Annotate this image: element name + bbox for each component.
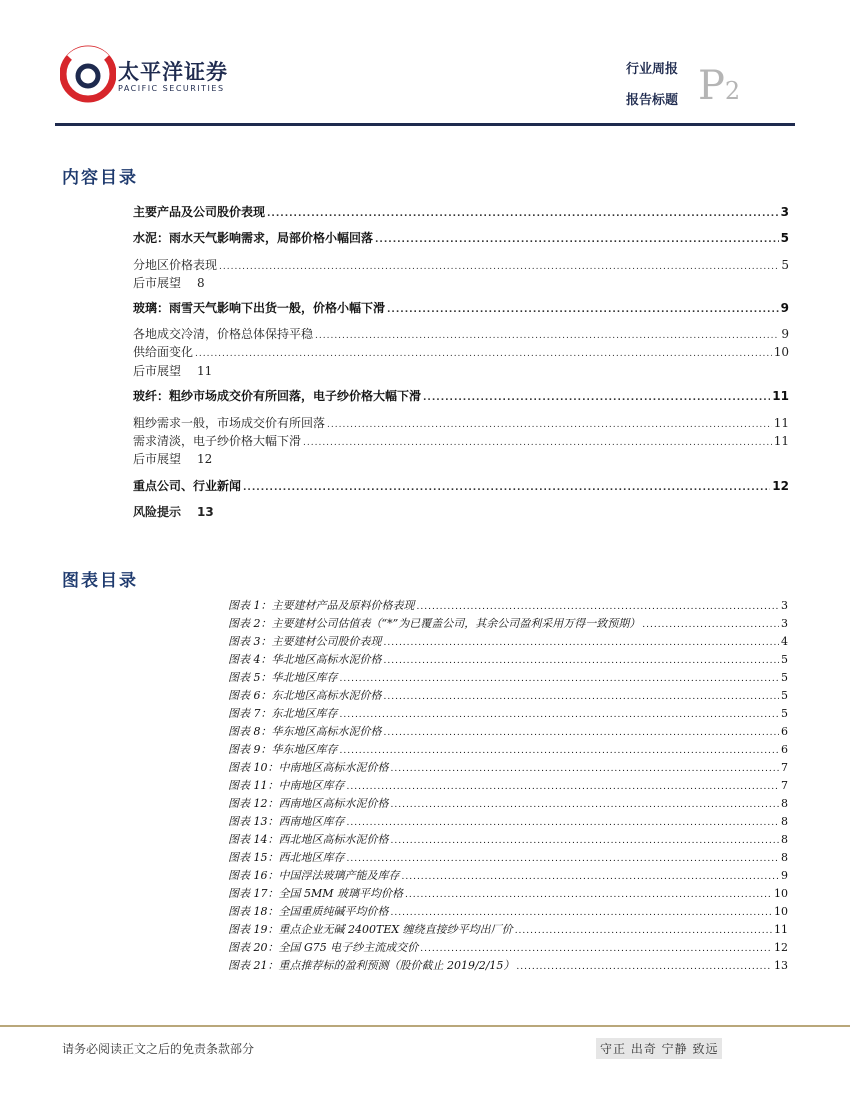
figure-entry[interactable] — [228, 957, 788, 973]
toc-entry-page: 5 — [780, 231, 789, 245]
figure-entry[interactable] — [228, 849, 788, 865]
leader-dots — [340, 710, 780, 720]
toc-entry-text: 需求清淡，电子纱价格大幅下滑 — [133, 434, 302, 448]
leader-dots — [327, 420, 772, 430]
leader-dots — [515, 926, 772, 936]
figure-entry[interactable] — [228, 723, 788, 739]
figure-entry-text: 图表 7：东北地区库存 — [228, 707, 338, 720]
leader-dots — [516, 962, 772, 972]
figure-entry[interactable] — [228, 741, 788, 757]
figure-entry-page: 10 — [774, 887, 788, 900]
figure-entry[interactable] — [228, 885, 788, 901]
figure-entry-page: 12 — [774, 941, 788, 954]
figure-entry[interactable] — [228, 633, 788, 649]
toc-title: 内容目录 — [62, 168, 138, 188]
toc-entry[interactable] — [133, 256, 789, 274]
report-type: 行业周报 — [626, 62, 679, 77]
toc-entry[interactable] — [133, 503, 214, 520]
report-title: 报告标题 — [626, 93, 679, 108]
page-digit: 2 — [724, 77, 741, 105]
figure-entry[interactable] — [228, 651, 788, 667]
leader-dots — [384, 692, 780, 702]
page-number — [698, 63, 741, 109]
figure-entry[interactable] — [228, 903, 788, 919]
toc-entry[interactable] — [133, 299, 789, 317]
figure-entry-text: 图表 9：华东地区库存 — [228, 743, 338, 756]
figure-entry-text: 图表 20：全国 G75 电子纱主流成交价 — [228, 941, 419, 954]
toc-entry-page: 11 — [197, 364, 213, 378]
leader-dots — [384, 728, 780, 738]
figure-entry[interactable] — [228, 669, 788, 685]
figure-entry-page: 5 — [781, 707, 788, 720]
leader-dots — [384, 656, 780, 666]
figure-entry-text: 图表 5：华北地区库存 — [228, 671, 338, 684]
leader-dots — [391, 836, 780, 846]
toc-entry-page: 9 — [781, 327, 789, 341]
figure-entry-text: 图表 3：主要建材公司股价表现 — [228, 635, 382, 648]
figure-entry-text: 图表 11：中南地区库存 — [228, 779, 345, 792]
figure-entry-page: 6 — [781, 725, 788, 738]
leader-dots — [391, 764, 780, 774]
footer-disclaimer: 请务必阅读正文之后的免责条款部分 — [62, 1042, 255, 1056]
company-logo — [60, 44, 230, 104]
figure-entry-text: 图表 14：西北地区高标水泥价格 — [228, 833, 389, 846]
toc-entry[interactable] — [133, 274, 205, 291]
leader-dots — [387, 305, 779, 315]
toc-entry[interactable] — [133, 229, 789, 247]
toc-entry-text: 各地成交冷清，价格总体保持平稳 — [133, 327, 314, 341]
figure-entry-page: 11 — [774, 923, 788, 936]
figure-entry-text: 图表 8：华东地区高标水泥价格 — [228, 725, 382, 738]
figure-entry-text: 图表 12：西南地区高标水泥价格 — [228, 797, 389, 810]
figure-entry[interactable] — [228, 939, 788, 955]
figure-entry-page: 5 — [781, 671, 788, 684]
figure-entry-text: 图表 17：全国 5MM 玻璃平均价格 — [228, 887, 404, 900]
figure-entry-page: 8 — [781, 833, 788, 846]
pacific-logo-icon — [60, 44, 116, 104]
toc-entry[interactable] — [133, 387, 789, 405]
leader-dots — [347, 818, 780, 828]
figure-entry-page: 4 — [781, 635, 788, 648]
figure-entry-page: 10 — [774, 905, 788, 918]
toc-entry[interactable] — [133, 203, 789, 221]
figure-entry[interactable] — [228, 597, 788, 613]
figure-entry[interactable] — [228, 867, 788, 883]
toc-entry-text: 后市展望 — [133, 364, 182, 378]
page-prefix: P — [698, 63, 725, 109]
leader-dots — [417, 602, 780, 612]
figure-entry-text: 图表 15：西北地区库存 — [228, 851, 345, 864]
toc-entry-text: 玻纤：粗纱市场成交价有所回落，电子纱价格大幅下滑 — [133, 389, 422, 403]
figure-entry-page: 8 — [781, 815, 788, 828]
figure-entry[interactable] — [228, 615, 788, 631]
figure-entry-page: 13 — [774, 959, 788, 972]
figure-entry-text: 图表 1：主要建材产品及原料价格表现 — [228, 599, 415, 612]
leader-dots — [391, 908, 773, 918]
figure-entry-text: 图表 13：西南地区库存 — [228, 815, 345, 828]
figure-entry-text: 图表 19：重点企业无碱 2400TEX 缠绕直接纱平均出厂价 — [228, 923, 513, 936]
toc-entry-page: 5 — [781, 258, 789, 272]
leader-dots — [243, 483, 770, 493]
leader-dots — [420, 944, 772, 954]
toc-entry-text: 水泥：雨水天气影响需求，局部价格小幅回落 — [133, 231, 374, 245]
footer-motto: 守正 出奇 宁静 致远 — [596, 1038, 722, 1059]
toc-entry[interactable] — [133, 414, 789, 432]
leader-dots — [315, 331, 779, 341]
figure-entry-page: 5 — [781, 689, 788, 702]
toc-entry-page: 9 — [780, 301, 789, 315]
leader-dots — [267, 209, 779, 219]
leader-dots — [340, 674, 780, 684]
figure-entry-text: 图表 6：东北地区高标水泥价格 — [228, 689, 382, 702]
figure-entry-page: 5 — [781, 653, 788, 666]
toc-entry-page: 3 — [780, 205, 789, 219]
toc-entry-page: 11 — [772, 389, 789, 403]
figure-entry[interactable] — [228, 795, 788, 811]
toc-entry-text: 粗纱需求一般，市场成交价有所回落 — [133, 416, 326, 430]
leader-dots — [347, 854, 780, 864]
toc-entry-text: 供给面变化 — [133, 345, 194, 359]
toc-entry-text: 分地区价格表现 — [133, 258, 218, 272]
figure-entry[interactable] — [228, 813, 788, 829]
toc-entry-text: 重点公司、行业新闻 — [133, 479, 242, 493]
toc-entry[interactable] — [133, 477, 789, 495]
leader-dots — [642, 620, 779, 630]
figure-entry-text: 图表 2：主要建材公司估值表（“*”为已覆盖公司，其余公司盈利采用万得一致预期） — [228, 617, 641, 630]
leader-dots — [303, 438, 772, 448]
toc-entry[interactable] — [133, 362, 212, 379]
figure-entry-text: 图表 4：华北地区高标水泥价格 — [228, 653, 382, 666]
figure-entry[interactable] — [228, 705, 788, 721]
toc-entry-page: 11 — [773, 416, 789, 430]
figure-entry-text: 图表 18：全国重质纯碱平均价格 — [228, 905, 389, 918]
toc-entry-text: 主要产品及公司股价表现 — [133, 205, 266, 219]
toc-entry-page: 11 — [773, 434, 789, 448]
leader-dots — [219, 262, 779, 272]
figure-entry[interactable] — [228, 687, 788, 703]
toc-entry[interactable] — [133, 325, 789, 343]
brand-name-en: PACIFIC SECURITIES — [118, 84, 225, 93]
toc-entry-page: 12 — [197, 452, 213, 466]
footer-divider — [0, 1025, 850, 1027]
figure-entry-page: 6 — [781, 743, 788, 756]
figure-entry[interactable] — [228, 759, 788, 775]
figure-entry-text: 图表 16：中国浮法玻璃产能及库存 — [228, 869, 400, 882]
toc-entry-text: 后市展望 — [133, 452, 182, 466]
leader-dots — [384, 638, 780, 648]
toc-entry-text: 玻璃：雨雪天气影响下出货一般，价格小幅下滑 — [133, 301, 386, 315]
leader-dots — [391, 800, 780, 810]
toc-entry-page: 13 — [197, 505, 214, 519]
figure-entry-page: 7 — [781, 761, 788, 774]
figure-entry-page: 7 — [781, 779, 788, 792]
figure-entry[interactable] — [228, 777, 788, 793]
leader-dots — [340, 746, 780, 756]
leader-dots — [195, 349, 772, 359]
figure-entry-page: 8 — [781, 851, 788, 864]
toc-entry-page: 8 — [197, 276, 205, 290]
figure-entry-page: 3 — [781, 599, 788, 612]
figure-entry-page: 9 — [781, 869, 788, 882]
leader-dots — [423, 393, 770, 403]
toc-entry[interactable] — [133, 343, 789, 361]
figure-entry-page: 3 — [781, 617, 788, 630]
figure-list-title: 图表目录 — [62, 571, 138, 591]
toc-entry-page: 12 — [772, 479, 789, 493]
figure-entry-text: 图表 21：重点推荐标的盈利预测（股价截止 2019/2/15） — [228, 959, 515, 972]
toc-entry-text: 风险提示 — [133, 505, 182, 519]
leader-dots — [402, 872, 780, 882]
toc-entry-text: 后市展望 — [133, 276, 182, 290]
figure-entry[interactable] — [228, 831, 788, 847]
brand-name-cn: 太平洋证券 — [118, 60, 228, 84]
header-divider — [55, 123, 795, 126]
leader-dots — [405, 890, 772, 900]
figure-entry-text: 图表 10：中南地区高标水泥价格 — [228, 761, 389, 774]
figure-entry[interactable] — [228, 921, 788, 937]
leader-dots — [375, 235, 779, 245]
leader-dots — [347, 782, 780, 792]
toc-entry-page: 10 — [773, 345, 789, 359]
toc-entry[interactable] — [133, 432, 789, 450]
toc-entry[interactable] — [133, 450, 212, 467]
figure-entry-page: 8 — [781, 797, 788, 810]
